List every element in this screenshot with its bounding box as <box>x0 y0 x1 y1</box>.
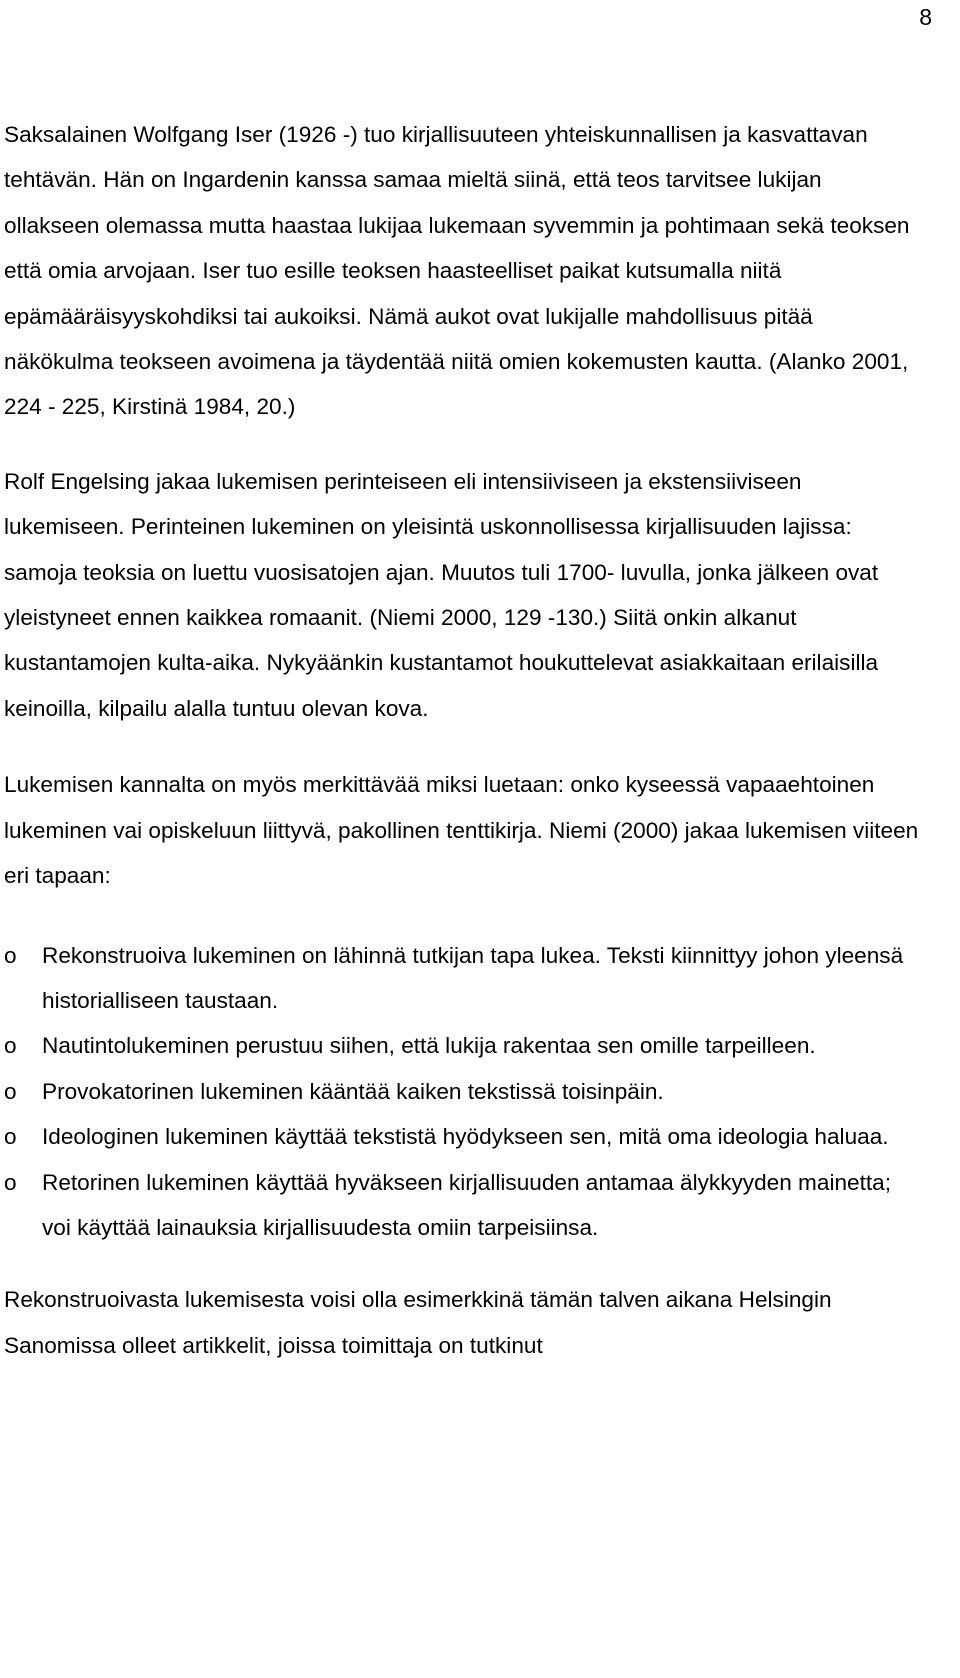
bullet-marker: o <box>4 1078 17 1104</box>
list-item <box>4 1114 919 1159</box>
paragraph-engelsing: Rolf Engelsing jakaa lukemisen perinteiseen eli intensiiviseen ja ekstensiiviseen lukemiseen. Perinteinen lukeminen on yleisintä uskonnollisessa kirjallisuuden lajissa: samoja teoksia on luettu vuosisatojen ajan. Muutos tuli 1700- luvulla, jonka jälkeen ovat yleistyneet ennen kaikkea romaanit. (Niemi 2000, 129 -130.) Siitä onkin alkanut kustantamojen kulta-aika. Nykyäänkin kustantamot houkuttelevat asiakkaitaan erilaisilla keinoilla, kilpailu alalla tuntuu olevan kova. <box>4 468 879 721</box>
list-item <box>4 1160 919 1251</box>
list-item <box>4 1069 919 1114</box>
reading-types-list <box>4 933 919 1251</box>
page-number: 8 <box>919 4 932 30</box>
bullet-marker: o <box>4 1169 17 1195</box>
document-body <box>4 112 919 1368</box>
list-item-text: Provokatorinen lukeminen kääntää kaiken tekstissä toisinpäin. <box>42 1078 664 1104</box>
paragraph-iser: Saksalainen Wolfgang Iser (1926 -) tuo kirjallisuuteen yhteiskunnallisen ja kasvattavan tehtävän. Hän on Ingardenin kanssa samaa mieltä siinä, että teos tarvitsee lukijan ollakseen olemassa mutta haastaa lukijaa lukemaan syvemmin ja pohtimaan sekä teoksen että omia arvojaan. Iser tuo esille teoksen haasteelliset paikat kutsumalla niitä epämääräisyyskohdiksi tai aukoiksi. Nämä aukot ovat lukijalle mahdollisuus pitää näkökulma teokseen avoimena ja täydentää niitä omien kokemusten kautta. (Alanko 2001, 224 - 225, Kirstinä 1984, 20.) <box>4 122 910 420</box>
paragraph-spacer <box>4 1250 919 1277</box>
list-item <box>4 1023 919 1068</box>
paragraph-reconstructive-example: Rekonstruoivasta lukemisesta voisi olla esimerkkinä tämän talven aikana Helsingin Sanomissa olleet artikkelit, joissa toimittaja on tutkinut <box>4 1287 832 1358</box>
list-item-text: Nautintolukeminen perustuu siihen, että lukija rakentaa sen omille tarpeilleen. <box>42 1033 816 1059</box>
paragraph-spacer <box>4 899 919 933</box>
list-item-text: Rekonstruoiva lukeminen on lähinnä tutkijan tapa lukea. Teksti kiinnittyy johon yleensä historialliseen taustaan. <box>42 942 904 1013</box>
list-item <box>4 933 919 1024</box>
paragraph-spacer <box>4 430 919 459</box>
paragraph-reading-purpose: Lukemisen kannalta on myös merkittävää miksi luetaan: onko kyseessä vapaaehtoinen lukeminen vai opiskeluun liittyvä, pakollinen tenttikirja. Niemi (2000) jakaa lukemisen viiteen eri tapaan: <box>4 772 919 889</box>
bullet-marker: o <box>4 1033 17 1059</box>
list-item-text: Ideologinen lukeminen käyttää tekstistä hyödykseen sen, mitä oma ideologia haluaa. <box>42 1124 889 1150</box>
bullet-marker: o <box>4 942 17 968</box>
list-item-text: Retorinen lukeminen käyttää hyväkseen kirjallisuuden antamaa älykkyyden mainetta; voi käyttää lainauksia kirjallisuudesta omiin tarpeisiinsa. <box>42 1169 891 1240</box>
bullet-marker: o <box>4 1124 17 1150</box>
paragraph-spacer <box>4 731 919 762</box>
